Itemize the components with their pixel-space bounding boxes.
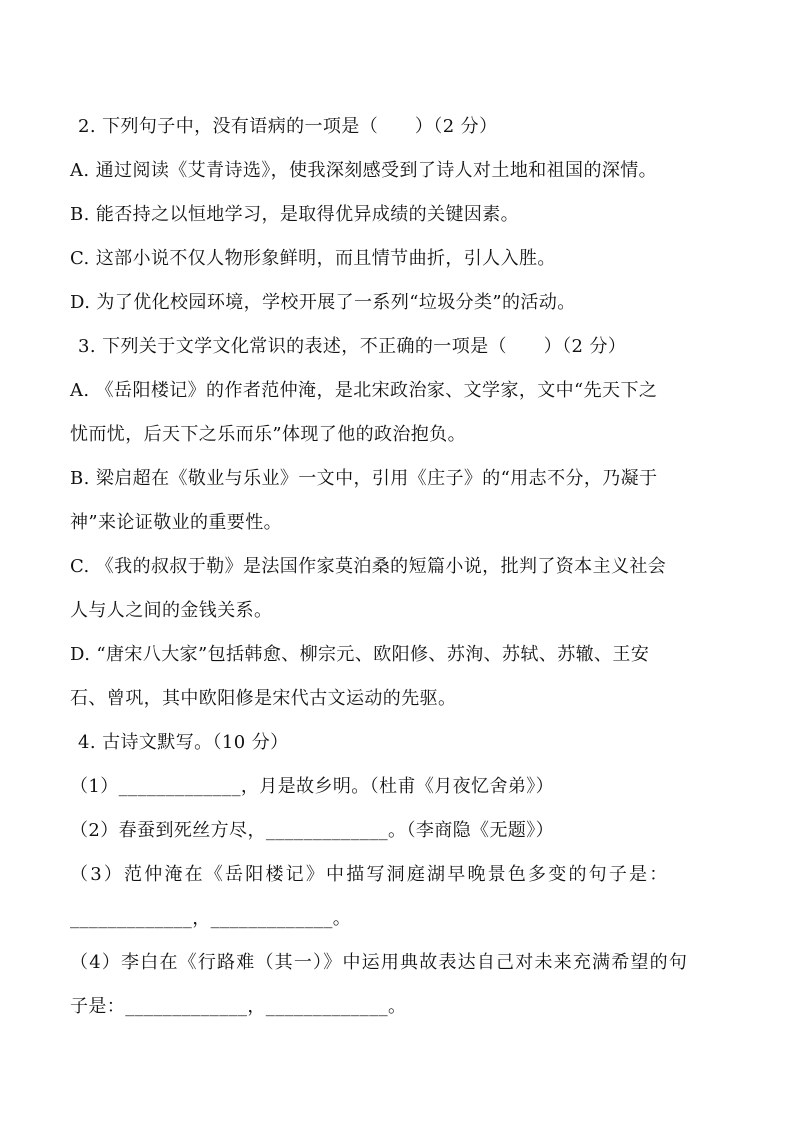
question-2-option-d: D. 为了优化校园环境，学校开展了一系列“垃圾分类”的活动。 (70, 292, 576, 313)
question-4-item-1: （1）_____________，月是故乡明。（杜甫《月夜忆舍弟》） (70, 776, 555, 797)
question-2-title: 2. 下列句子中，没有语病的一项是（ ）（2 分） (78, 116, 498, 137)
question-3-option-d-continued: 石、曾巩，其中欧阳修是宋代古文运动的先驱。 (70, 688, 457, 709)
question-4-item-3: （3）范仲淹在《岳阳楼记》中描写洞庭湖早晚景色多变的句子是： (70, 864, 670, 885)
question-3-option-c: C. 《我的叔叔于勒》是法国作家莫泊桑的短篇小说，批判了资本主义社会 (70, 556, 667, 577)
question-3-option-a: A. 《岳阳楼记》的作者范仲淹，是北宋政治家、文学家，文中“先天下之 (70, 380, 658, 401)
question-4-title: 4. 古诗文默写。（10 分） (78, 732, 289, 753)
question-4-item-3-blanks: _____________，_____________。 (70, 908, 352, 929)
question-2-option-b: B. 能否持之以恒地学习，是取得优异成绩的关键因素。 (70, 204, 520, 225)
question-4-item-2: （2）春蚕到死丝方尽，_____________。（李商隐《无题》） (70, 820, 555, 841)
question-4-item-4: （4）李白在《行路难（其一）》中运用典故表达自己对未来充满希望的句 (70, 952, 689, 973)
question-3-option-d: D. “唐宋八大家”包括韩愈、柳宗元、欧阳修、苏洵、苏轼、苏辙、王安 (70, 644, 650, 665)
question-2-option-c: C. 这部小说不仅人物形象鲜明，而且情节曲折，引人入胜。 (70, 248, 556, 269)
question-2-option-a: A. 通过阅读《艾青诗选》，使我深刻感受到了诗人对土地和祖国的深情。 (70, 160, 658, 181)
question-3-option-b: B. 梁启超在《敬业与乐业》一文中，引用《庄子》的“用志不分，乃凝于 (70, 468, 658, 489)
question-3-title: 3. 下列关于文学文化常识的表述，不正确的一项是（ ）（2 分） (78, 336, 627, 357)
question-4-item-4-continued: 子是：_____________，_____________。 (70, 996, 407, 1017)
question-3-option-b-continued: 神”来论证敬业的重要性。 (70, 512, 283, 533)
question-3-option-a-continued: 忧而忧，后天下之乐而乐”体现了他的政治抱负。 (70, 424, 466, 445)
question-3-option-c-continued: 人与人之间的金钱关系。 (70, 600, 273, 621)
